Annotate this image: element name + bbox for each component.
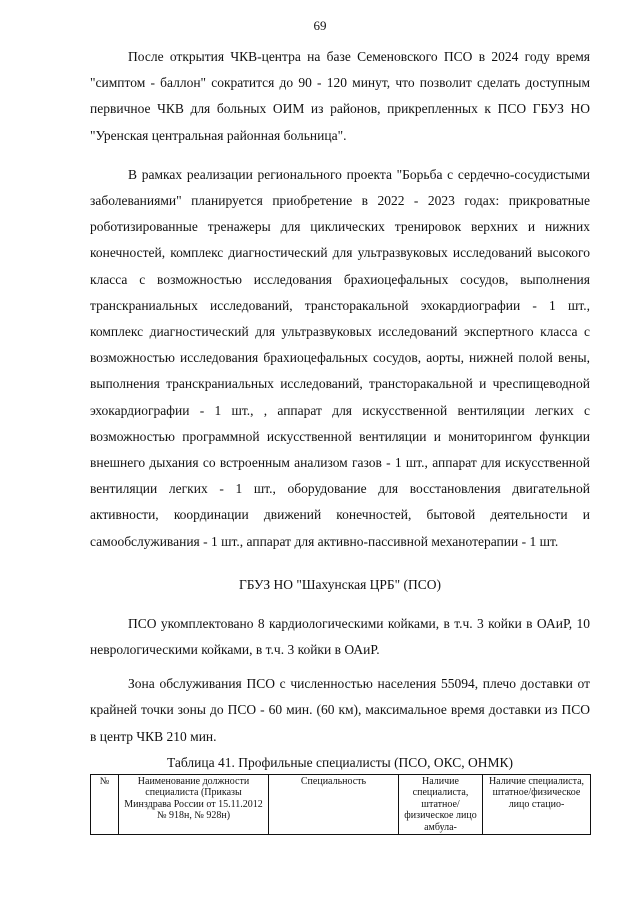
header-inpatient: Наличие специалиста, штатное/физическое лицо стацио- xyxy=(483,774,591,835)
document-body xyxy=(90,44,590,835)
paragraph-pci-center: После открытия ЧКВ-центра на базе Семеновского ПСО в 2024 году время "симптом - баллон" сократится до 90 - 120 минут, что позволит сделать доступным первичное ЧКВ для больных ОИМ из районов, прикрепленных к ПСО ГБУЗ НО "Уренская центральная районная больница". xyxy=(90,49,590,143)
header-specialty: Специальность xyxy=(269,774,399,835)
header-outpatient: Наличие специалиста, штатное/физическое лицо амбула- xyxy=(399,774,483,835)
page-number: 69 xyxy=(313,18,327,33)
table-header-row xyxy=(91,774,591,835)
paragraph-regional-project: В рамках реализации регионального проекта "Борьба с сердечно-сосудистыми заболеваниями" планируется приобретение в 2022 - 2023 годах: прикроватные роботизированные тренажеры для циклических тренировок верхних и нижних конечностей, комплекс диагностический для ультразвуковых исследований высокого класса с возможностью исследования брахиоцефальных сосудов, выполнения транскраниальных исследований, трансторакальной эхокардиографии - 1 шт., комплекс диагностический для ультразвуковых исследований экспертного класса с возможностью исследования брахиоцефальных сосудов, аорты, нижней полой вены, выполнения транскраниальных исследований, трансторакальной и чреспищеводной эхокардиографии - 1 шт., , аппарат для искусственной вентиляции легких с возможностью программной искусственной вентиляции и мониторингом функции внешнего дыхания со встроенным анализом газов - 1 шт., аппарат для искусственной вентиляции легких - 1 шт., оборудование для восстановления двигательной активности, координации движений конечностей, бытовой деятельности и самообслуживания - 1 шт., аппарат для активно-пассивной механотерапии - 1 шт. xyxy=(90,166,590,549)
paragraph-service-zone: Зона обслуживания ПСО с численностью населения 55094, плечо доставки от крайней точки зоны до ПСО - 60 мин. (60 км), максимальное время доставки из ПСО в центр ЧКВ 210 мин. xyxy=(90,676,590,744)
paragraph-bed-capacity: ПСО укомплектовано 8 кардиологическими койками, в т.ч. 3 койки в ОАиР, 10 неврологическими койками, в т.ч. 3 койки в ОАиР. xyxy=(90,615,590,658)
header-number: № xyxy=(91,774,119,835)
section-heading: ГБУЗ НО "Шахунская ЦРБ" (ПСО) xyxy=(238,576,442,592)
header-position: Наименование должности специалиста (Приказы Минздрава России от 15.11.2012 № 918н, № 928н) xyxy=(119,774,269,835)
table-caption: Таблица 41. Профильные специалисты (ПСО, ОКС, ОНМК) xyxy=(166,754,513,770)
specialists-table xyxy=(90,774,591,836)
